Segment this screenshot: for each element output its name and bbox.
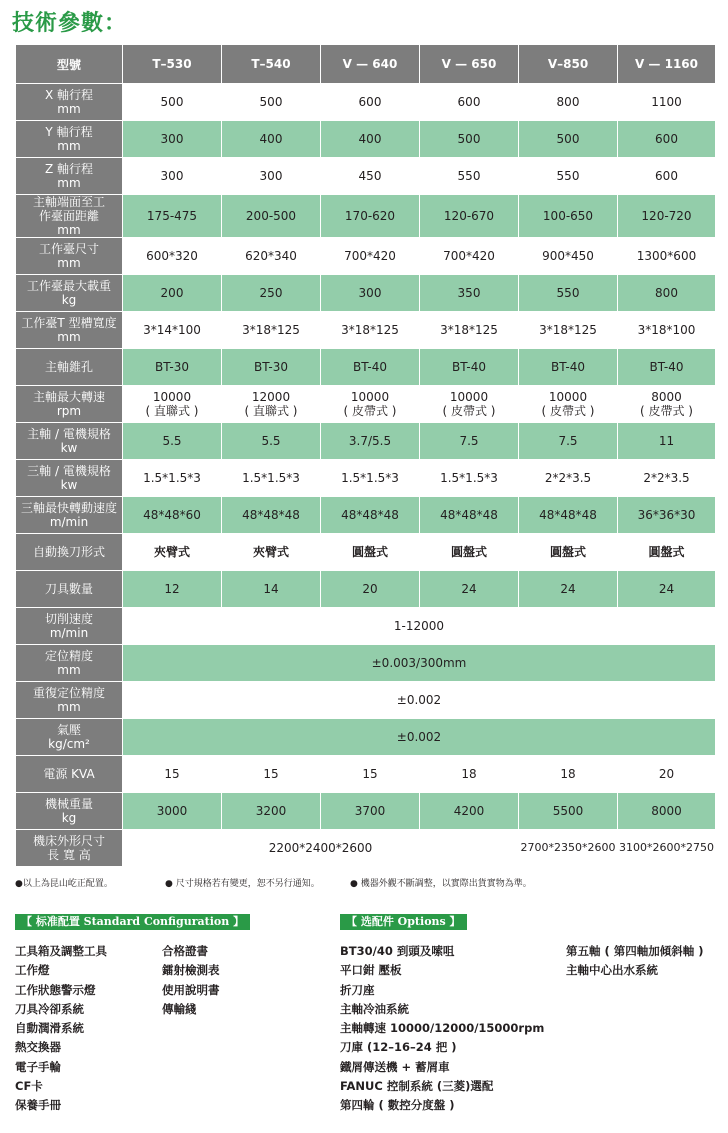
table-row (16, 460, 716, 497)
list-item: 平口鉗 壓板 (340, 963, 402, 978)
table-cell: 5.5 (222, 423, 321, 460)
table-cell: 3.7/5.5 (321, 423, 420, 460)
table-cell: 3*18*125 (519, 312, 618, 349)
table-cell: 800 (618, 275, 716, 312)
table-cell: BT-30 (123, 349, 222, 386)
table-cell: 8000 (618, 793, 716, 830)
table-row (16, 793, 716, 830)
table-cell: 120-670 (420, 195, 519, 238)
page-title: 技術參數： (12, 11, 128, 36)
row-label: 氣壓 kg/cm² (16, 719, 123, 756)
table-cell: 夾臂式 (222, 534, 321, 571)
list-item: 刀庫 (12–16–24 把 ) (340, 1040, 457, 1055)
table-cell-merged: 3100*2600*2750 (618, 830, 716, 867)
list-item: 工作狀態警示燈 (15, 982, 96, 997)
header-cell: T–540 (222, 45, 321, 84)
table-cell: 15 (321, 756, 420, 793)
row-label: 工作臺尺寸 mm (16, 238, 123, 275)
list-item: 第五軸 ( 第四軸加傾斜軸 ) (566, 944, 704, 958)
table-cell: 48*48*48 (321, 497, 420, 534)
table-cell: BT-30 (222, 349, 321, 386)
table-cell: 7.5 (420, 423, 519, 460)
table-cell: 5500 (519, 793, 618, 830)
table-cell: 1.5*1.5*3 (222, 460, 321, 497)
table-cell: 48*48*48 (519, 497, 618, 534)
table-row (16, 158, 716, 195)
footnote: ●以上為昆山屹正配置。 (15, 879, 113, 889)
list-item: FANUC 控制系統 (三菱)選配 (340, 1079, 494, 1094)
table-cell: 圓盤式 (618, 534, 716, 571)
table-cell: 圓盤式 (519, 534, 618, 571)
list-item: 主軸中心出水系統 (566, 963, 658, 978)
row-label: 機床外形尺寸 長 寬 高 (16, 830, 123, 867)
header-cell: V — 1160 (618, 45, 716, 84)
list-item: 電子手輪 (15, 1059, 61, 1074)
list-item: 鐳射檢測表 (162, 963, 220, 978)
header-cell: T–530 (123, 45, 222, 84)
table-cell: 20 (618, 756, 716, 793)
row-label: 自動換刀形式 (16, 534, 123, 571)
table-cell: 3700 (321, 793, 420, 830)
table-cell: 3*18*125 (222, 312, 321, 349)
table-row (16, 238, 716, 275)
table-cell: 1.5*1.5*3 (420, 460, 519, 497)
table-row (16, 349, 716, 386)
table-cell-merged: ±0.002 (123, 719, 716, 756)
table-row (16, 682, 716, 719)
table-cell: 500 (420, 121, 519, 158)
row-label: 重復定位精度 mm (16, 682, 123, 719)
table-cell: 48*48*48 (420, 497, 519, 534)
table-cell: 10000 ( 皮帶式 ) (321, 386, 420, 423)
list-item: CF卡 (15, 1079, 43, 1094)
footnotes (15, 876, 715, 889)
table-cell: 12000 ( 直聯式 ) (222, 386, 321, 423)
table-cell: 900*450 (519, 238, 618, 275)
table-cell: 550 (519, 158, 618, 195)
list-item: 工作燈 (15, 963, 50, 978)
table-cell: 600 (420, 84, 519, 121)
table-cell: 4200 (420, 793, 519, 830)
table-cell: 3000 (123, 793, 222, 830)
table-cell: 1300*600 (618, 238, 716, 275)
table-row (16, 756, 716, 793)
table-cell: 620*340 (222, 238, 321, 275)
table-cell: 600 (618, 158, 716, 195)
list-item: 合格證書 (162, 944, 208, 958)
list-item: 主軸轉速 10000/12000/15000rpm (340, 1021, 545, 1036)
list-item: 刀具冷卻系統 (15, 1001, 84, 1016)
table-cell: BT-40 (420, 349, 519, 386)
row-label: 主軸端面至工 作臺面距離 mm (16, 195, 123, 238)
table-cell: 18 (420, 756, 519, 793)
table-cell: 圓盤式 (321, 534, 420, 571)
table-row (16, 423, 716, 460)
table-cell: 24 (420, 571, 519, 608)
table-cell: 1.5*1.5*3 (321, 460, 420, 497)
table-cell: 100-650 (519, 195, 618, 238)
row-label: 主軸 / 電機規格 kw (16, 423, 123, 460)
table-cell: 3*18*100 (618, 312, 716, 349)
standard-list-1 (15, 942, 107, 1116)
list-item: 自動潤滑系統 (15, 1021, 84, 1036)
table-cell: 350 (420, 275, 519, 312)
options-heading: 【 选配件 Options 】 (340, 914, 467, 930)
options-list-2 (566, 942, 704, 981)
table-cell: 5.5 (123, 423, 222, 460)
standard-config-heading: 【 标准配置 Standard Configuration 】 (15, 914, 250, 930)
table-cell: 700*420 (321, 238, 420, 275)
table-cell: 200 (123, 275, 222, 312)
table-cell: 500 (123, 84, 222, 121)
row-label: 切削速度 m/min (16, 608, 123, 645)
table-cell: 170-620 (321, 195, 420, 238)
table-row (16, 719, 716, 756)
list-item: 保養手冊 (15, 1098, 61, 1113)
table-cell: 48*48*60 (123, 497, 222, 534)
table-cell: 夾臂式 (123, 534, 222, 571)
table-cell: 24 (519, 571, 618, 608)
table-cell: 48*48*48 (222, 497, 321, 534)
row-label: X 軸行程 mm (16, 84, 123, 121)
table-cell: 500 (222, 84, 321, 121)
list-item: 鐵屑傳送機 + 蓄屑車 (340, 1059, 450, 1074)
table-cell-merged: ±0.002 (123, 682, 716, 719)
table-cell: 700*420 (420, 238, 519, 275)
table-cell: BT-40 (321, 349, 420, 386)
spec-table (15, 44, 716, 867)
table-cell: 400 (222, 121, 321, 158)
list-item: 傳輸綫 (162, 1001, 197, 1016)
table-row (16, 830, 716, 867)
table-row (16, 534, 716, 571)
row-label: 工作臺T 型槽寬度 mm (16, 312, 123, 349)
table-row (16, 195, 716, 238)
table-row (16, 645, 716, 682)
table-cell: 120-720 (618, 195, 716, 238)
table-cell: 300 (123, 121, 222, 158)
table-cell: 800 (519, 84, 618, 121)
table-row (16, 275, 716, 312)
table-cell: 14 (222, 571, 321, 608)
table-cell: 圓盤式 (420, 534, 519, 571)
table-cell: 11 (618, 423, 716, 460)
table-cell: 550 (519, 275, 618, 312)
table-cell: 1.5*1.5*3 (123, 460, 222, 497)
table-row (16, 608, 716, 645)
table-cell: 24 (618, 571, 716, 608)
table-cell: 2*2*3.5 (519, 460, 618, 497)
table-cell: 10000 ( 皮帶式 ) (420, 386, 519, 423)
table-cell: 250 (222, 275, 321, 312)
table-cell: 400 (321, 121, 420, 158)
list-item: 熱交換器 (15, 1040, 61, 1055)
table-cell: 3*18*125 (321, 312, 420, 349)
row-label: 主軸最大轉速 rpm (16, 386, 123, 423)
table-cell: 15 (123, 756, 222, 793)
row-label: 定位精度 mm (16, 645, 123, 682)
table-cell: 300 (123, 158, 222, 195)
table-cell: 175-475 (123, 195, 222, 238)
table-cell: 450 (321, 158, 420, 195)
row-label: 機械重量 kg (16, 793, 123, 830)
table-cell: 10000 ( 皮帶式 ) (519, 386, 618, 423)
table-cell-merged: 1-12000 (123, 608, 716, 645)
list-item: 使用說明書 (162, 982, 220, 997)
row-label: 三軸 / 電機規格 kw (16, 460, 123, 497)
row-label: Z 軸行程 mm (16, 158, 123, 195)
table-cell: 600 (321, 84, 420, 121)
row-label: 三軸最快轉動速度 m/min (16, 497, 123, 534)
list-item: 第四輪 ( 數控分度盤 ) (340, 1098, 455, 1113)
header-cell: 型號 (16, 45, 123, 84)
row-label: 工作臺最大載重 kg (16, 275, 123, 312)
table-cell: 200-500 (222, 195, 321, 238)
table-cell: 1100 (618, 84, 716, 121)
table-cell: 500 (519, 121, 618, 158)
table-cell: 300 (321, 275, 420, 312)
footnote: ● 尺寸規格若有變更，恕不另行通知。 (165, 879, 320, 889)
table-row (16, 386, 716, 423)
table-cell: 3200 (222, 793, 321, 830)
list-item: BT30/40 到頭及嗦咀 (340, 944, 455, 958)
table-cell: 10000 ( 直聯式 ) (123, 386, 222, 423)
table-cell: BT-40 (618, 349, 716, 386)
table-cell: 550 (420, 158, 519, 195)
table-row (16, 84, 716, 121)
table-cell: 3*18*125 (420, 312, 519, 349)
row-label: 主軸錐孔 (16, 349, 123, 386)
list-item: 主軸冷油系統 (340, 1001, 409, 1016)
table-cell: 300 (222, 158, 321, 195)
header-cell: V–850 (519, 45, 618, 84)
table-row (16, 497, 716, 534)
row-label: Y 軸行程 mm (16, 121, 123, 158)
table-cell: 12 (123, 571, 222, 608)
table-cell: 18 (519, 756, 618, 793)
table-cell: 8000 ( 皮帶式 ) (618, 386, 716, 423)
table-header-row (16, 45, 716, 84)
table-cell: 36*36*30 (618, 497, 716, 534)
standard-list-2 (162, 942, 220, 1019)
table-cell: 20 (321, 571, 420, 608)
table-cell-merged: 2700*2350*2600 (519, 830, 618, 867)
table-cell: BT-40 (519, 349, 618, 386)
header-cell: V — 640 (321, 45, 420, 84)
table-row (16, 312, 716, 349)
row-label: 電源 KVA (16, 756, 123, 793)
table-cell: 600 (618, 121, 716, 158)
table-cell: 600*320 (123, 238, 222, 275)
list-item: 工具箱及調整工具 (15, 944, 107, 958)
table-row (16, 571, 716, 608)
table-cell: 7.5 (519, 423, 618, 460)
table-cell: 2*2*3.5 (618, 460, 716, 497)
table-row (16, 121, 716, 158)
list-item: 折刀座 (340, 982, 375, 997)
table-cell: 3*14*100 (123, 312, 222, 349)
header-cell: V — 650 (420, 45, 519, 84)
table-cell-merged: ±0.003/300mm (123, 645, 716, 682)
table-cell-merged: 2200*2400*2600 (123, 830, 519, 867)
row-label: 刀具數量 (16, 571, 123, 608)
footnote: ● 機器外觀不斷調整，以實際出貨實物為準。 (350, 879, 532, 889)
options-list-1 (340, 942, 544, 1116)
table-cell: 15 (222, 756, 321, 793)
